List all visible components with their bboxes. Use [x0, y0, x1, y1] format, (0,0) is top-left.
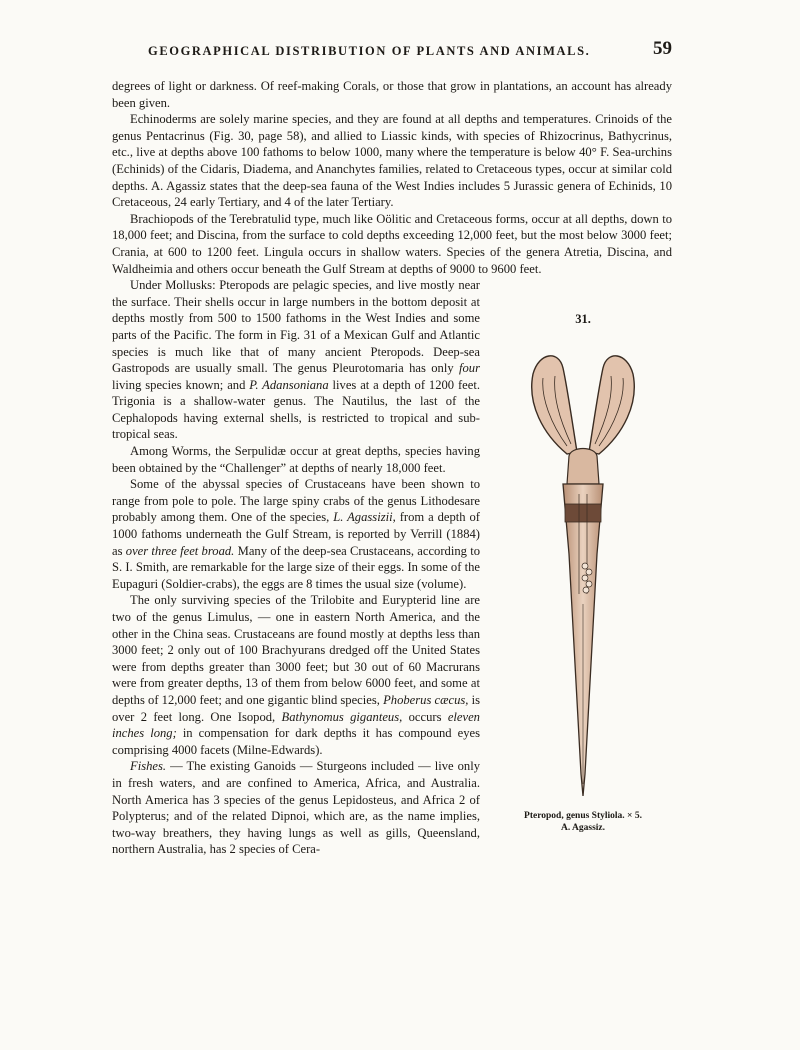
paragraph-light: degrees of light or darkness. Of reef-making Corals, or those that grow in plantations, an account has already been given.: [112, 79, 672, 110]
paragraph-fishes: Fishes. — The existing Ganoids — Sturgeons included — live only in fresh waters, and are confined to America, Africa, and Australia. North America has 3 species of the genus Lepidosteus, and Africa 2 of Polypterus; and of the related Dipnoi, which are, as the name implies, two-way breathers, they having lungs as well as gills, Queensland, northern Australia, has 2 species of Cera-: [112, 759, 481, 857]
paragraph-trilobite: The only surviving species of the Trilobite and Eurypterid line are two of the genus Limulus, — one in eastern North America, and the other in the China seas. Crustaceans are found mostly at depths less than 3000 feet; 2 only out of 100 Brachyurans dredged off the United States were from depths greater than 3000 feet; but 30 out of 60 Macrurans were from greater depths, 13 of them from below 6000 feet, and some at depths of 12,000 feet; and one gigantic blind species, Phoberus cæcus, is over 2 feet long. One Isopod, Bathynomus giganteus, occurs eleven inches long; in compensation for dark depths it has compound eyes comprising 4000 facets (Milne-Edwards).: [112, 593, 481, 757]
left-wing-shape: [532, 356, 577, 454]
page-number: 59: [653, 38, 672, 59]
figure-number: 31.: [575, 312, 591, 327]
paragraph-echinoderms: Echinoderms are solely marine species, and they are found at all depths and temperatures. Crinoids of the genus Pentacrinus (Fig. 30, page 58), and allied to Liassic kinds, with species of Rhizocrinus, Bathycrinus, etc., live at depths above 100 fathoms to below 1000, many where the temperature is below 40° F. Sea-urchins (Echinids) of the Cidaris, Diadema, and Ananchytes families, related to Cretaceous types, occur at similar cold depths. A. Agassiz states that the deep-sea fauna of the West Indies includes 5 Jurassic genera of Echinids, 10 Cretaceous, 24 early Tertiary, and 4 of the later Tertiary.: [112, 112, 672, 210]
body-text: [112, 78, 672, 858]
paragraph-brachiopods: Brachiopods of the Terebratulid type, much like Oölitic and Cretaceous forms, occur at all depths, down to 18,000 feet; and Discina, from the surface to cold depths exceeding 12,000 feet, but the most below 3000 feet; Crania, at 600 to 1200 feet. Lingula occurs in shallow waters. Species of the genera Atretia, Discina, and Waldheimia and others occur beneath the Gulf Stream at depths of 9000 to 9600 feet.: [112, 211, 672, 276]
paragraph-mollusks: Under Mollusks: Pteropods are pelagic species, and live mostly near the surface. Their shells occur in large numbers in the bottom deposit at depths mostly from 500 to 1500 fathoms in the West Indies and some parts of the Pacific. The form in Fig. 31 of a Mexican Gulf and Atlantic species is much like that of many ancient Pteropods. Deep-sea Gastropods are usually small. The genus Pleurotomaria has only four living species known; and P. Adansoniana lives at a depth of 1200 feet. Trigonia is a shallow-water genus. The Nautilus, the last of the Cephalopods having external shells, is restricted to tropical and sub-tropical seas.: [112, 278, 480, 442]
running-title: GEOGRAPHICAL DISTRIBUTION OF PLANTS AND ANIMALS.: [148, 44, 591, 58]
paragraph-worms: Among Worms, the Serpulidæ occur at great depths, species having been obtained by the “Challenger” at depths of nearly 18,000 feet.: [112, 444, 480, 475]
right-wing-shape: [589, 356, 634, 454]
em-four: four: [459, 361, 480, 376]
em-adansoniana: P. Adansoniana: [249, 377, 329, 392]
page-header: [112, 40, 672, 66]
caption-line-2: A. Agassiz.: [560, 822, 606, 833]
pteropod-illustration: [523, 334, 643, 804]
figure-caption: [494, 810, 672, 834]
book-page: [112, 40, 672, 858]
paragraph-crustaceans: Some of the abyssal species of Crustaceans have been shown to range from pole to pole. The large spiny crabs of the genus Lithodesare probably among them. One of the species, L. Agassizii, from a depth of 1000 fathoms underneath the Gulf Stream, is reported by Verrill (1884) as over three feet broad. Many of the deep-sea Crustaceans, according to S. I. Smith, are remarkable for the large size of their eggs. In some of the Eupaguri (Soldier-crabs), the eggs are 8 times the usual size (volume).: [112, 477, 481, 591]
figure-31: [494, 311, 672, 851]
caption-line-1: Pteropod, genus Styliola. × 5.: [524, 810, 642, 821]
